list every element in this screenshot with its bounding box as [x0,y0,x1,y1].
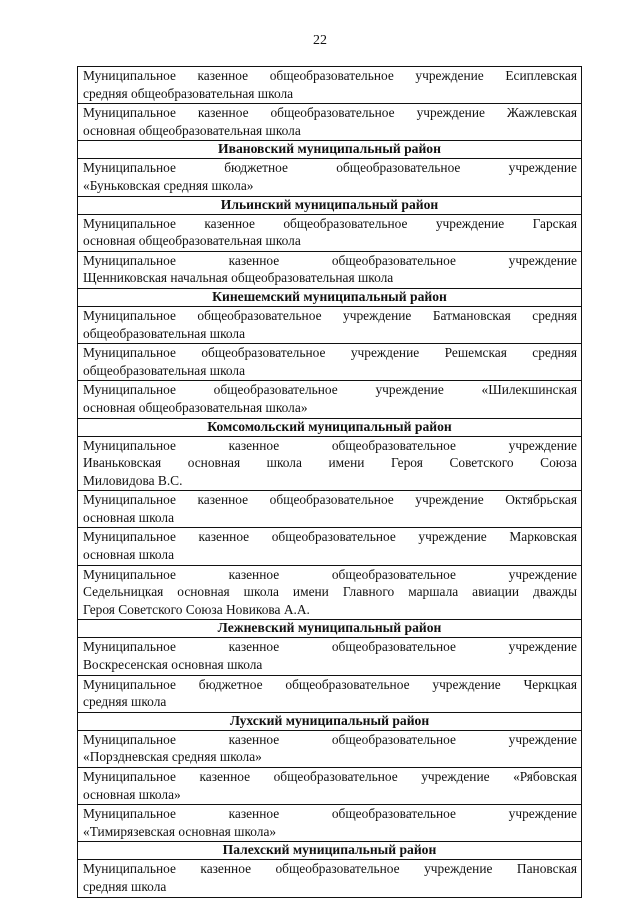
school-entry [78,437,581,492]
schools-table [77,66,582,898]
school-name-line: Муниципальное бюджетное общеобразовательное учреждение Черкцкая [83,676,577,692]
school-name-line: общеобразовательная школа [83,325,246,341]
school-entry [78,676,581,713]
page-number: 22 [313,33,327,48]
school-entry [78,307,581,344]
school-name-line: Муниципальное общеобразовательное учреждение «Шилекшинская [83,382,577,398]
school-entry [78,768,581,805]
district-header: Ильинский муниципальный район [78,197,581,215]
school-name-line: основная школа [83,509,175,525]
school-entry [78,381,581,418]
school-entry [78,860,581,896]
school-name-line: Муниципальное казенное общеобразовательное учреждение Есиплевская [83,68,577,83]
school-name-line: Муниципальное казенное общеобразовательное учреждение [83,639,577,655]
school-entry [78,491,581,528]
school-name-line: «Буньковская средняя школа» [83,177,254,193]
school-entry [78,566,581,621]
school-entry [78,638,581,675]
school-name-line: основная общеобразовательная школа [83,122,301,138]
school-name-line: Щенниковская начальная общеобразовательная школа [83,270,394,286]
school-name-line: общеобразовательная школа [83,362,246,378]
school-name-line: Воскресенская основная школа [83,657,263,673]
school-entry [78,805,581,842]
school-name-line: основная общеобразовательная школа [83,233,301,249]
school-name-line: Миловидова В.С. [83,472,183,488]
school-name-line: Седельницкая основная школа имени Главного маршала авиации дважды [83,584,577,600]
school-entry [78,215,581,252]
district-header: Палехский муниципальный район [78,842,581,860]
school-name-line: «Тимирязевская основная школа» [83,823,277,839]
school-name-line: Иваньковская основная школа имени Героя Советского Союза [83,455,577,471]
school-entry [78,252,581,289]
district-header: Комсомольский муниципальный район [78,419,581,437]
school-name-line: «Порздневская средняя школа» [83,749,262,765]
school-name-line: Муниципальное казенное общеобразовательное учреждение [83,252,577,268]
district-header: Ивановский муниципальный район [78,141,581,159]
school-name-line: основная школа» [83,786,181,802]
school-name-line: Муниципальное бюджетное общеобразовательное учреждение [83,160,577,176]
school-name-line: основная школа [83,547,175,563]
school-entry [78,159,581,196]
school-name-line: Муниципальное казенное общеобразовательное учреждение [83,731,577,747]
school-name-line: Героя Советского Союза Новикова А.А. [83,601,310,617]
school-entry [78,104,581,141]
school-name-line: Муниципальное казенное общеобразовательное учреждение Жажлевская [83,105,577,121]
school-entry [78,344,581,381]
school-name-line: Муниципальное казенное общеобразовательное учреждение Октябрьская [83,492,577,508]
school-name-line: Муниципальное казенное общеобразовательное учреждение [83,566,577,582]
school-name-line: средняя общеобразовательная школа [83,85,294,101]
school-name-line: Муниципальное казенное общеобразовательное учреждение «Рябовская [83,769,577,784]
school-name-line: Муниципальное общеобразовательное учреждение Решемская средняя [83,345,577,361]
school-name-line: Муниципальное казенное общеобразовательное учреждение Пановская [83,861,577,877]
school-name-line: средняя школа [83,694,167,710]
district-header: Лежневский муниципальный район [78,620,581,638]
school-entry [78,67,581,104]
school-name-line: основная общеобразовательная школа» [83,399,308,415]
school-name-line: средняя школа [83,878,167,894]
district-header: Кинешемский муниципальный район [78,289,581,307]
school-name-line: Муниципальное казенное общеобразовательное учреждение [83,806,577,822]
school-entry [78,528,581,565]
school-name-line: Муниципальное общеобразовательное учреждение Батмановская средняя [83,307,577,323]
district-header: Лухский муниципальный район [78,713,581,731]
school-name-line: Муниципальное казенное общеобразовательное учреждение Марковская [83,529,577,545]
school-name-line: Муниципальное казенное общеобразовательное учреждение [83,437,577,453]
school-name-line: Муниципальное казенное общеобразовательное учреждение Гарская [83,215,577,231]
school-entry [78,731,581,768]
